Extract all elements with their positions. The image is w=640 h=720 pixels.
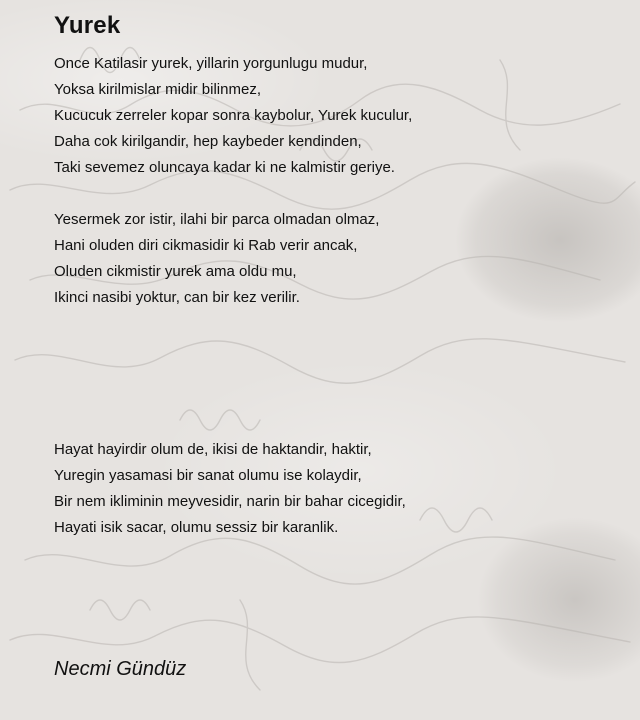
- stanza-2: [54, 207, 379, 311]
- poem-line: Yoksa kirilmislar midir bilinmez,: [54, 81, 261, 98]
- poem-line: Bir nem ikliminin meyvesidir, narin bir bahar cicegidir,: [54, 493, 406, 510]
- poem-line: Taki sevemez oluncaya kadar ki ne kalmistir geriye.: [54, 159, 395, 176]
- poem-line: Daha cok kirilgandir, hep kaybeder kendinden,: [54, 133, 362, 150]
- poem-author: Necmi Gündüz: [54, 658, 187, 680]
- poem-line: Hayati isik sacar, olumu sessiz bir karanlik.: [54, 519, 339, 536]
- poem-line: Hani oluden diri cikmasidir ki Rab verir ancak,: [54, 237, 358, 254]
- poem-line: Oluden cikmistir yurek ama oldu mu,: [54, 263, 297, 280]
- poem-title: Yurek: [54, 12, 121, 39]
- poem-line: Hayat hayirdir olum de, ikisi de haktandir, haktir,: [54, 441, 372, 458]
- stanza-1: [54, 51, 412, 181]
- poem-line: Yuregin yasamasi bir sanat olumu ise kolaydir,: [54, 467, 362, 484]
- poem-line: Yesermek zor istir, ilahi bir parca olmadan olmaz,: [54, 211, 380, 228]
- stanza-3: [54, 437, 406, 541]
- poem-line: Kucucuk zerreler kopar sonra kaybolur, Yurek kuculur,: [54, 107, 413, 124]
- poem-line: Ikinci nasibi yoktur, can bir kez verilir.: [54, 289, 300, 306]
- poem-line: Once Katilasir yurek, yillarin yorgunlugu mudur,: [54, 55, 368, 72]
